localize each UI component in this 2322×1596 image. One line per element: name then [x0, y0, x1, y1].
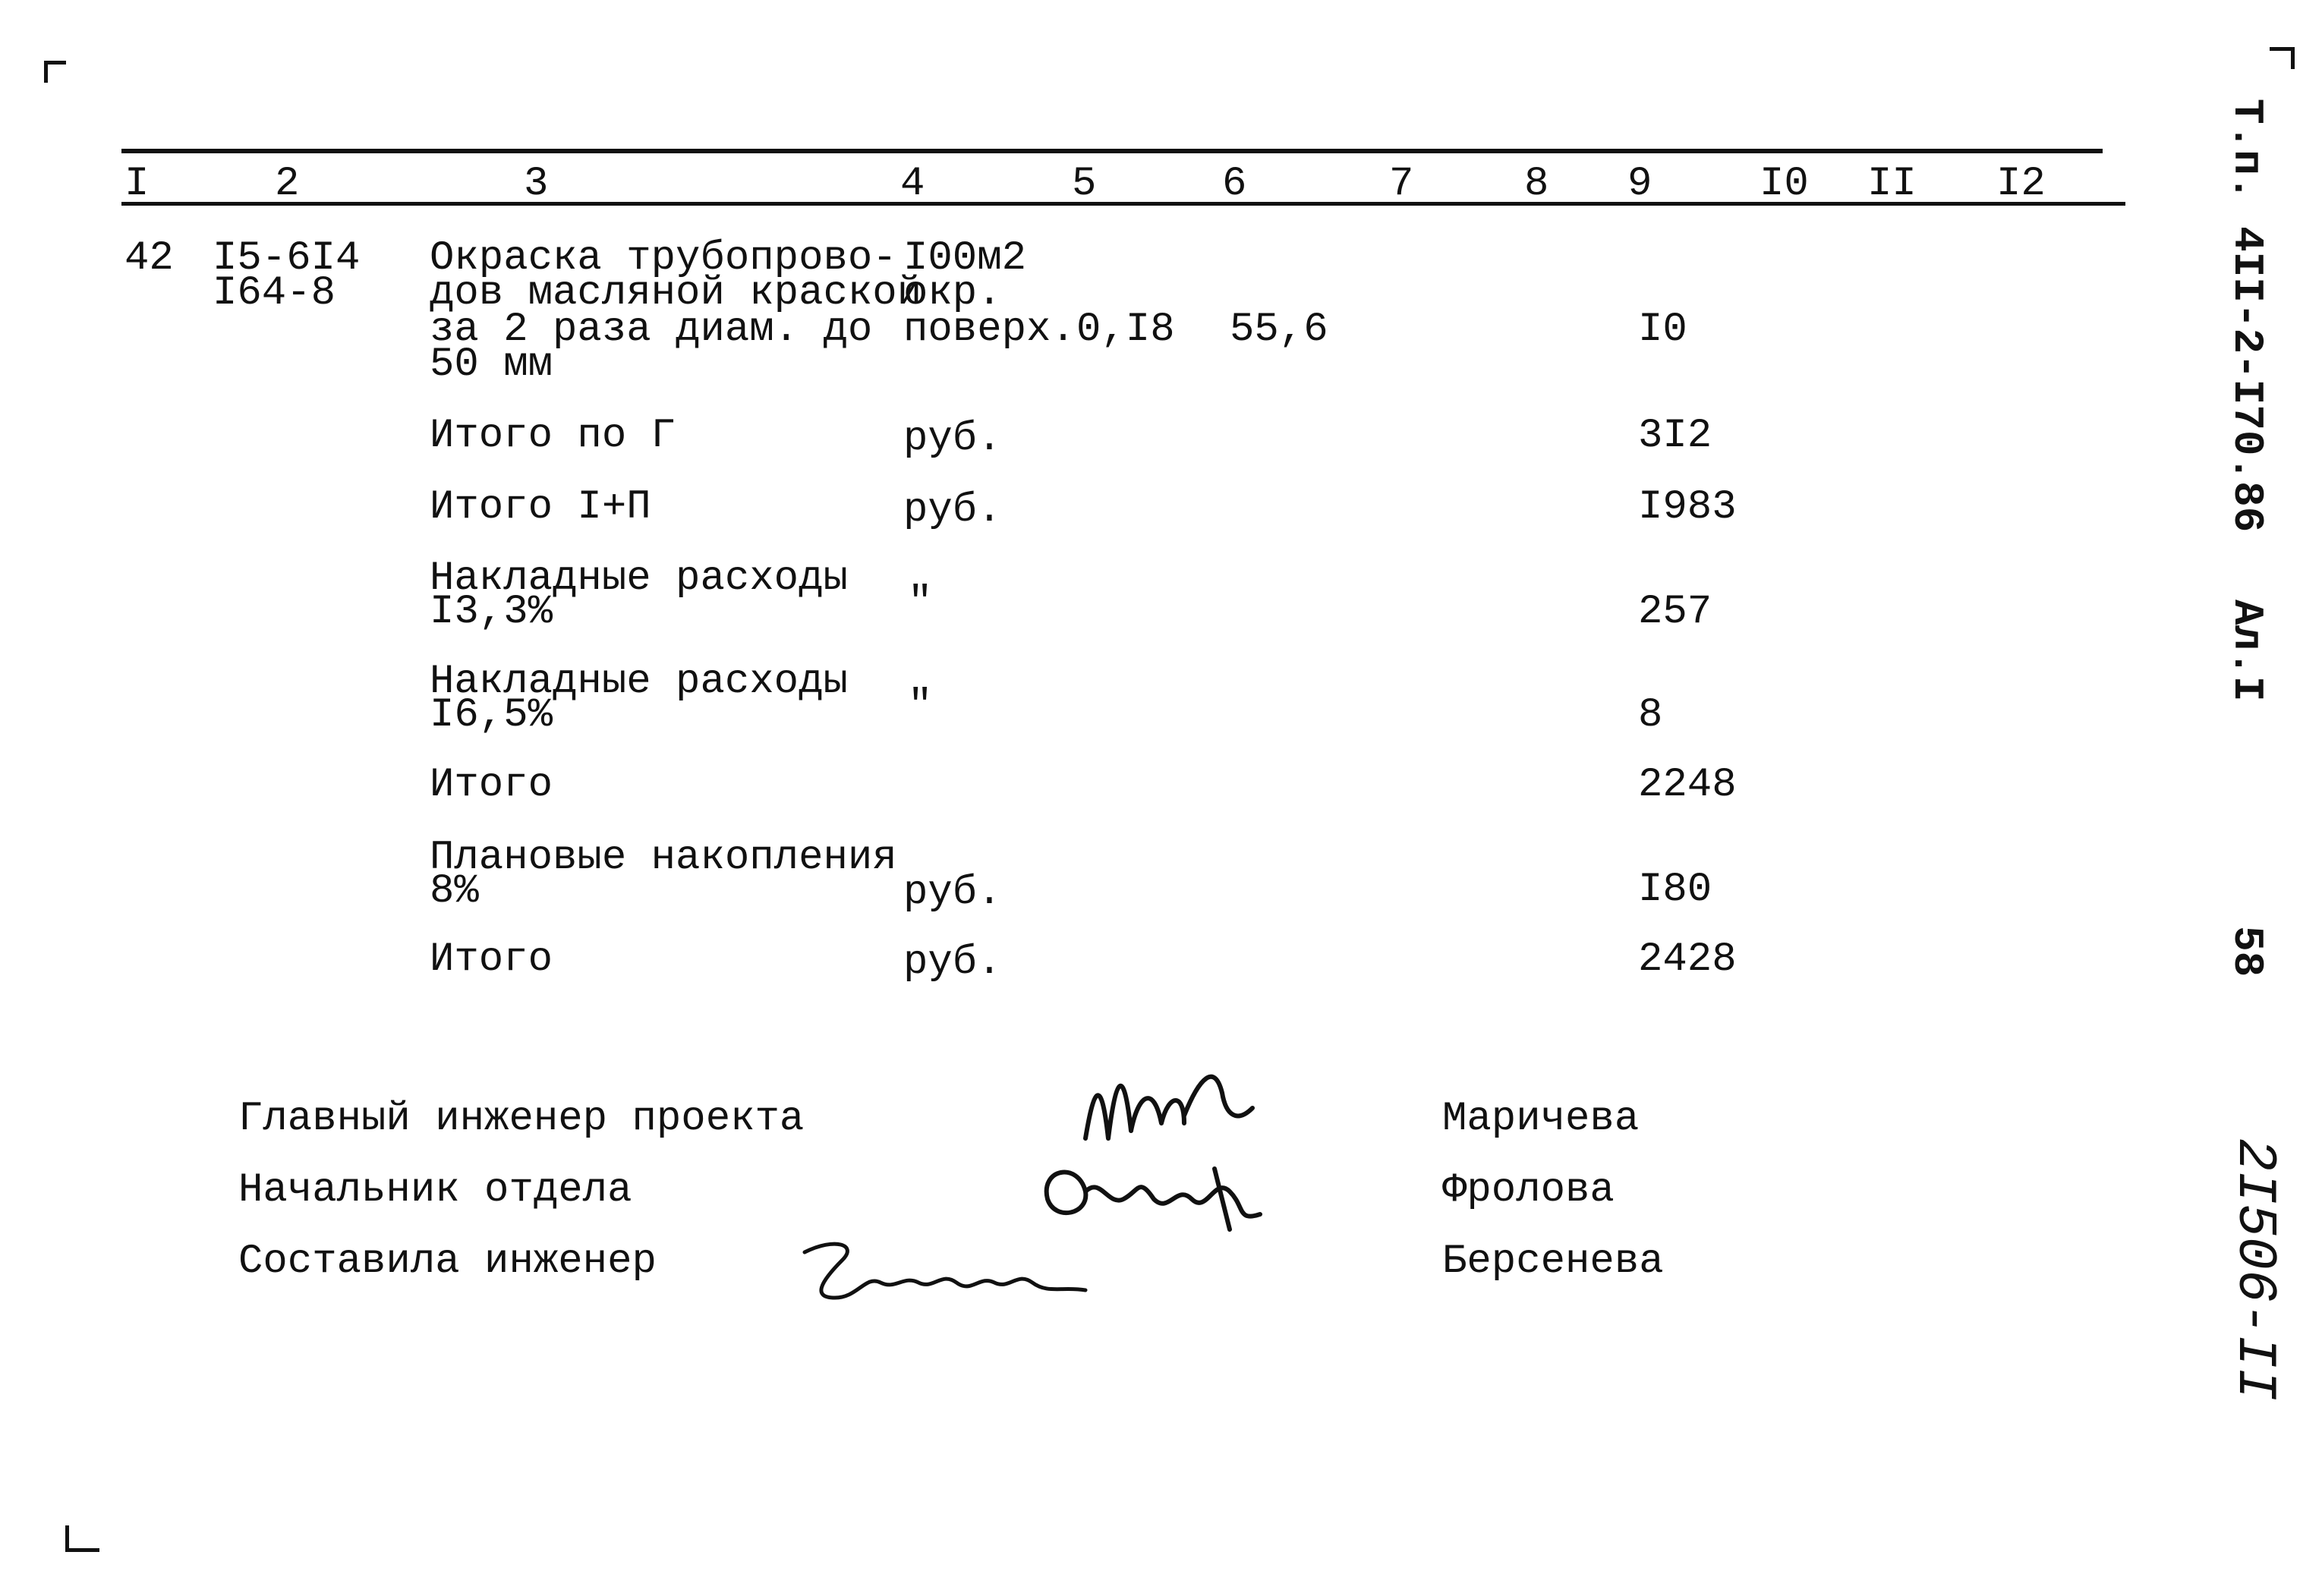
corner-mark-top-right	[2270, 47, 2295, 69]
signatory-role: Составила инженер	[238, 1239, 657, 1285]
column-header: 3	[524, 161, 549, 207]
rate-label: I6,5%	[430, 692, 553, 738]
total-cost: 257	[1638, 589, 1712, 635]
total-cost: I983	[1638, 484, 1737, 530]
unit: руб.	[903, 416, 1002, 462]
total-cost: 3I2	[1638, 413, 1712, 459]
summary-label: Итого по Г	[430, 413, 676, 459]
work-description: за 2 раза диам. до	[430, 307, 873, 353]
unit: поверх.	[903, 307, 1076, 353]
column-header: 2	[275, 161, 300, 207]
row-number: 42	[124, 235, 174, 282]
price-code: I5-6I4	[213, 235, 361, 282]
unit-cost: 55,6	[1230, 307, 1328, 353]
header-top-rule	[121, 149, 2103, 153]
total-cost: I0	[1638, 307, 1687, 353]
signatory-role: Начальник отдела	[238, 1167, 632, 1214]
summary-label: Плановые накопления	[430, 835, 897, 881]
ditto-mark: "	[908, 580, 933, 626]
price-code: I64-8	[213, 270, 336, 316]
inventory-number: 2I506-II	[2223, 1138, 2286, 1401]
header-bottom-rule	[121, 202, 2125, 206]
quantity: 0,I8	[1076, 307, 1175, 353]
page-number: 58	[2223, 926, 2271, 977]
total-cost: 2248	[1638, 762, 1737, 808]
ditto-mark: "	[908, 683, 933, 729]
column-header: 8	[1524, 161, 1549, 207]
column-header: I0	[1760, 161, 1809, 207]
rate-label: 8%	[430, 868, 479, 914]
document-code: Т.п. 4II-2-I70.86	[2223, 99, 2271, 533]
total-cost: 2428	[1638, 937, 1737, 983]
rate-label: I3,3%	[430, 589, 553, 635]
column-header: I	[124, 161, 150, 207]
summary-label: Итого I+П	[430, 484, 651, 530]
corner-mark-bottom-left	[65, 1525, 99, 1552]
column-header: 4	[900, 161, 925, 207]
total-cost: I80	[1638, 867, 1712, 913]
summary-label: Итого	[430, 937, 553, 983]
signatory-role: Главный инженер проекта	[238, 1096, 805, 1142]
column-header: II	[1867, 161, 1917, 207]
signatory-name: Фролова	[1442, 1167, 1615, 1214]
unit: руб.	[903, 487, 1002, 534]
unit: руб.	[903, 940, 1002, 986]
unit: I00м2	[903, 235, 1027, 282]
handwritten-signature-engineer	[789, 1229, 1093, 1313]
column-header: 5	[1072, 161, 1097, 207]
signatory-name: Берсенева	[1442, 1239, 1664, 1285]
work-description: 50 мм	[430, 342, 553, 388]
column-header: 7	[1389, 161, 1414, 207]
summary-label: Итого	[430, 762, 553, 808]
work-description: дов масляной краской	[430, 270, 922, 316]
album-label: Ал.I	[2223, 600, 2271, 702]
work-description: Окраска трубопрово-	[430, 235, 897, 282]
summary-label: Накладные расходы	[430, 556, 848, 602]
column-header: 6	[1222, 161, 1247, 207]
unit: руб.	[903, 870, 1002, 916]
summary-label: Накладные расходы	[430, 659, 848, 705]
unit: окр.	[903, 270, 1002, 316]
column-header: I2	[1996, 161, 2046, 207]
signatory-name: Маричева	[1442, 1096, 1640, 1142]
column-header: 9	[1627, 161, 1652, 207]
total-cost: 8	[1638, 692, 1663, 738]
corner-mark-top-left	[44, 61, 66, 83]
